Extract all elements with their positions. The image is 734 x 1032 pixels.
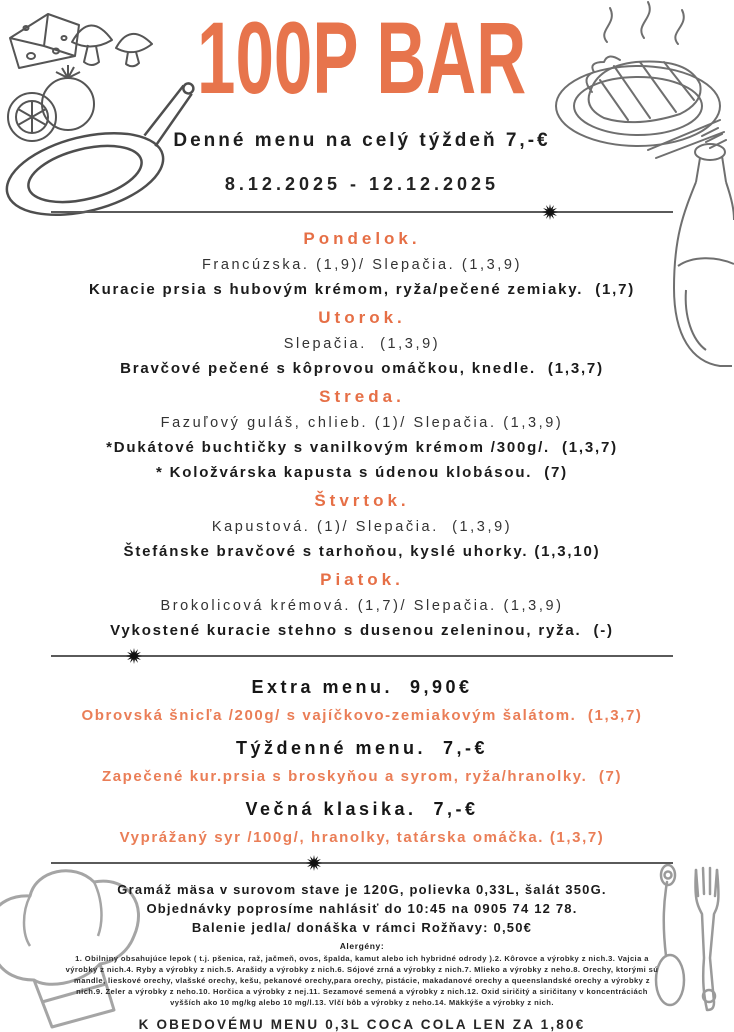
special-classic-menu xyxy=(0,799,724,846)
date-range: 8.12.2025 - 12.12.2025 xyxy=(224,174,500,194)
special-item: Zapečené kur.prsia s broskyňou a syrom, ryža/hranolky. (7) xyxy=(101,768,623,785)
allergens-title: Alergény: xyxy=(339,941,385,951)
day-section-pondelok xyxy=(0,229,724,298)
day-title: Streda. xyxy=(319,387,405,406)
day-title: Utorok. xyxy=(318,308,406,327)
divider-middle xyxy=(51,649,673,663)
special-title: Týždenné menu. 7,-€ xyxy=(235,738,489,758)
day-main: Kuracie prsia s hubovým krémom, ryža/pečené zemiaky. (1,7) xyxy=(88,281,636,298)
day-soups: Slepačia. (1,3,9) xyxy=(283,336,441,352)
day-main: * Koložvárska kapusta s údenou klobásou. (7) xyxy=(156,464,568,481)
divider-line xyxy=(51,655,673,657)
day-soups: Kapustová. (1)/ Slepačia. (1,3,9) xyxy=(211,519,513,535)
footer-info xyxy=(0,880,724,937)
day-soups: Brokolicová krémová. (1,7)/ Slepačia. (1,3,9) xyxy=(160,598,564,614)
day-section-utorok xyxy=(0,308,724,377)
menu-subtitle: Denné menu na celý týždeň 7,-€ xyxy=(173,130,551,151)
day-soups: Francúzska. (1,9)/ Slepačia. (1,3,9) xyxy=(201,257,523,273)
star-icon xyxy=(126,648,142,664)
day-main: Štefánske bravčové s tarhoňou, kyslé uhorky. (1,3,10) xyxy=(123,543,601,560)
day-section-stvrtok xyxy=(0,491,724,560)
special-extra-menu xyxy=(0,677,724,724)
divider-line xyxy=(51,211,673,213)
special-title: Extra menu. 9,90€ xyxy=(251,677,473,697)
special-title: Večná klasika. 7,-€ xyxy=(245,799,479,819)
star-icon xyxy=(542,204,558,220)
packaging-info: Balenie jedla/ donáška v rámci Rožňavy: 0,50€ xyxy=(191,920,533,935)
allergens-text: 1. Obilniny obsahujúce lepok ( t.j. pšenica, raž, jačmeň, ovos, špalda, kamut alebo ich hybridné odrody ).2. Kôrovce a výrobky z nich.3. Vajcia a výrobky z nich.4. Ryby a výrobky z nich.5. Arašidy a výrobky z nich.6. Sójové zrná a výrobky z nich.7. Mlieko a výrobky z neho.8. Orechy, ktorými sú mandle, lieskové orechy, vlašské orechy, kešu, pekanové orechy,para orechy, pistácie, makadanové orechy a queenslandské orechy a výrobky z nich.9. Zeler a výrobky z neho.10. Horčica a výrobky z nej.11. Sezamové semená a výrobky z nich.12. Oxid siričitý a siričitany v koncentráciách vyšších ako 10 mg/kg alebo 10 mg/l.13. Vlčí bôb a výrobky z neho.14. Mäkkýše a výrobky z nich. xyxy=(65,954,659,1007)
day-title: Pondelok. xyxy=(303,229,421,248)
star-icon xyxy=(306,855,322,871)
order-info: Objednávky poprosíme nahlásiť do 10:45 na 0905 74 12 78. xyxy=(146,901,578,916)
day-section-streda xyxy=(0,387,724,481)
day-section-piatok xyxy=(0,570,724,639)
promo-line: K OBEDOVÉMU MENU 0,3L COCA COLA LEN ZA 1,80€ xyxy=(138,1017,586,1032)
day-title: Piatok. xyxy=(320,570,404,589)
divider-line xyxy=(51,862,673,864)
day-main: Vykostené kuracie stehno s dusenou zeleninou, ryža. (-) xyxy=(110,622,614,639)
portion-info: Gramáž mäsa v surovom stave je 120G, polievka 0,33L, šalát 350G. xyxy=(117,882,607,897)
day-title: Štvrtok. xyxy=(314,491,410,510)
divider-top xyxy=(51,205,673,219)
day-main: Bravčové pečené s kôprovou omáčkou, knedle. (1,3,7) xyxy=(120,360,604,377)
special-item: Vyprážaný syr /100g/, hranolky, tatárska omáčka. (1,3,7) xyxy=(119,829,605,846)
day-soups: Fazuľový guláš, chlieb. (1)/ Slepačia. (1,3,9) xyxy=(160,415,564,431)
day-main: *Dukátové buchtičky s vanilkovým krémom /300g/. (1,3,7) xyxy=(106,439,618,456)
special-weekly-menu xyxy=(0,738,724,785)
special-item: Obrovská šnicľa /200g/ s vajíčkovo-zemiakovým šalátom. (1,3,7) xyxy=(81,707,643,724)
page-title xyxy=(0,1,724,116)
divider-bottom xyxy=(51,856,673,870)
restaurant-name: 100P BAR xyxy=(197,1,527,116)
